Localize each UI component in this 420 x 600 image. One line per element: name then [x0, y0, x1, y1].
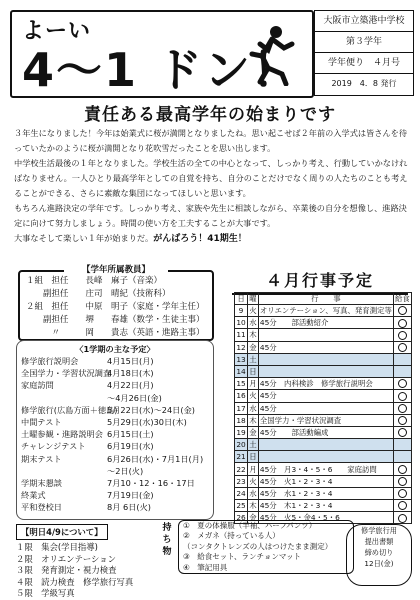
- intro-paragraph: [14, 231, 410, 247]
- calendar-event: [258, 365, 393, 377]
- lunch-circle-icon: [398, 404, 407, 413]
- header-day: 日: [235, 293, 248, 305]
- tomorrow-row: ４限 読力検査 修学旅行写真: [16, 576, 134, 587]
- lunch-circle-icon: [398, 319, 407, 328]
- calendar-row: [235, 317, 412, 329]
- schedule-item: [17, 477, 213, 489]
- belongings-label: 持ち物: [162, 523, 172, 557]
- lunch-circle-icon: [398, 306, 407, 315]
- calendar-weekday: 金: [249, 342, 257, 352]
- calendar-weekday: 火: [249, 306, 257, 316]
- note-line: 提出書類: [364, 537, 394, 546]
- calendar-lunch: [393, 439, 411, 451]
- schedule-item: [17, 379, 213, 391]
- issue-info-box: [314, 10, 414, 96]
- calendar-event: 45分: [258, 390, 393, 402]
- intro-paragraph-end: 大事なそして楽しい１年が始まりだ。: [14, 233, 154, 243]
- calendar-event: オリエンテーション、写真、発育測定等: [259, 306, 392, 316]
- calendar-weekday: 水: [249, 318, 257, 328]
- calendar-event: 45分 月3・4・5・6 家庭訪問: [258, 463, 393, 475]
- lunch-circle-icon: [398, 416, 407, 425]
- calendar-weekday: 土: [249, 440, 257, 450]
- staff-row: ２組 担任 中原 明子（家庭・学年主任）: [26, 302, 205, 312]
- school-name: 大阪市立築港中学校: [323, 16, 405, 26]
- calendar-weekday: 木: [249, 330, 257, 340]
- belongings-row: ④ 筆記用具: [183, 562, 228, 572]
- grade-label: 第３学年: [315, 31, 413, 52]
- calendar-lunch: [393, 500, 411, 512]
- calendar-row: [235, 402, 412, 414]
- calendar-lunch: [393, 341, 411, 353]
- calendar-day: 18: [236, 415, 246, 425]
- calendar-weekday: 金: [249, 513, 257, 523]
- calendar-lunch: [393, 512, 411, 524]
- lunch-circle-icon: [398, 501, 407, 510]
- staff-row: 〃 岡 貴志（英語・進路主事）: [26, 328, 205, 338]
- tomorrow-row: ２限 オリエンテーション: [16, 553, 116, 564]
- calendar-weekday: 日: [249, 367, 257, 377]
- schedule-item-name: [21, 392, 107, 404]
- calendar-event: [258, 439, 393, 451]
- belongings-row: ① 夏の体操服（半袖、ハーフパンツ）: [183, 521, 317, 530]
- calendar-row: [235, 329, 412, 341]
- schedule-item-name: チャレンジテスト: [21, 441, 86, 452]
- schedule-item-date: 5月22日(水)〜24日(金): [107, 404, 195, 415]
- calendar-day: 22: [236, 464, 246, 474]
- schedule-item-name: 学期末懇談: [21, 477, 62, 488]
- schedule-item: [17, 367, 213, 379]
- calendar-header-row: [235, 293, 412, 305]
- calendar-row: [235, 463, 412, 475]
- calendar-lunch: [393, 426, 411, 438]
- lunch-circle-icon: [398, 514, 407, 523]
- calendar-event: 45分 水1・2・3・4: [258, 487, 393, 499]
- calendar-lunch: [393, 305, 411, 317]
- calendar-event: 全国学力・学習状況調査: [258, 414, 393, 426]
- tomorrow-row: ５限 学級写真: [16, 588, 75, 598]
- schedule-item-date: 4月15日(月): [107, 356, 154, 366]
- calendar-event: 45分 部活動紹介: [258, 317, 393, 329]
- calendar-weekday: 月: [249, 464, 257, 474]
- schedule-item-name: 土曜参観・進路説明会: [21, 429, 103, 440]
- calendar-day: 23: [236, 476, 246, 486]
- april-calendar: [234, 292, 412, 524]
- calendar-row: [235, 353, 412, 365]
- schedule-item-name: 中間テスト: [21, 416, 62, 427]
- schedule-item-date: 4月18日(木): [107, 368, 154, 379]
- calendar-lunch: [393, 390, 411, 402]
- calendar-lunch: [393, 463, 411, 475]
- lunch-circle-icon: [398, 477, 407, 486]
- calendar-row: [235, 390, 412, 402]
- schedule-item-name: 平和登校日: [21, 502, 62, 513]
- schedule-item-name: [21, 465, 107, 477]
- calendar-day: 21: [236, 452, 246, 462]
- intro-text: [14, 126, 410, 247]
- lunch-circle-icon: [398, 489, 407, 498]
- intro-paragraph: 中学校生活最後の１年となりました。学校生活の全ての中心となって、しっかり考え、行動していかなければなりません。一人ひとり最高学年としての自覚を持ち、自分のことだけでなく周りの人たちのことも考えることができる、さらに素敵な集団になってほしいと思います。: [14, 158, 408, 198]
- lunch-circle-icon: [398, 379, 407, 388]
- schedule-item-date: 8月 6日(火): [107, 502, 151, 513]
- schedule-item-date: 〜2日(火): [107, 465, 144, 476]
- calendar-weekday: 木: [249, 415, 257, 425]
- calendar-row: [235, 451, 412, 463]
- schedule-item: [17, 355, 213, 367]
- belongings-box: [178, 520, 354, 574]
- calendar-row: [235, 475, 412, 487]
- calendar-lunch: [393, 487, 411, 499]
- calendar-weekday: 火: [249, 391, 257, 401]
- calendar-lunch: [393, 317, 411, 329]
- calendar-event: [258, 451, 393, 463]
- schedule-item-name: 期末テスト: [21, 453, 62, 464]
- calendar-lunch: [393, 329, 411, 341]
- calendar-event: [258, 329, 393, 341]
- deadline-note: [346, 524, 412, 586]
- calendar-title: ４月行事予定: [232, 268, 408, 295]
- calendar-lunch: [393, 365, 411, 377]
- calendar-lunch: [393, 353, 411, 365]
- tomorrow-heading: 【明日4/9について】: [16, 524, 108, 540]
- tomorrow-row: ３限 発育測定・視力検査: [16, 565, 117, 575]
- schedule-item-date: 〜4月26日(金): [107, 392, 162, 403]
- schedule-item: [17, 440, 213, 452]
- belongings-row: （コンタクトレンズの人はつけたまま測定）: [183, 541, 333, 551]
- calendar-weekday: 月: [249, 379, 257, 389]
- calendar-row: [235, 426, 412, 438]
- calendar-day: 24: [236, 488, 246, 498]
- calendar-weekday: 土: [249, 354, 257, 364]
- runner-icon: [238, 24, 298, 86]
- calendar-event: 45分 部活動編成: [258, 426, 393, 438]
- calendar-event: 45分: [258, 402, 393, 414]
- calendar-row: [235, 378, 412, 390]
- schedule-item: [17, 501, 213, 513]
- calendar-lunch: [393, 475, 411, 487]
- term-schedule-box: [16, 340, 214, 520]
- header-lunch: 給食: [395, 294, 410, 303]
- note-line: 修学旅行用: [361, 526, 397, 535]
- belongings-row: ③ 給食セット、ランチョンマット: [183, 552, 302, 562]
- schedule-item-name: 全国学力・学習状況調査: [21, 368, 112, 379]
- issue-label: 学年便り ４月号: [315, 52, 413, 73]
- schedule-item-date: 5月29日(水)30日(木): [107, 416, 187, 427]
- schedule-item-date: 7月19日(金): [107, 490, 154, 501]
- calendar-lunch: [393, 414, 411, 426]
- calendar-row: [235, 487, 412, 499]
- staff-box: [18, 265, 214, 341]
- calendar-weekday: 日: [249, 452, 257, 462]
- calendar-day: 12: [236, 342, 246, 352]
- calendar-day: 10: [236, 318, 246, 328]
- calendar-weekday: 水: [249, 488, 257, 498]
- calendar-day: 16: [236, 391, 246, 401]
- calendar-day: 9: [235, 305, 248, 317]
- calendar-row: [235, 365, 412, 377]
- banner-main-text: 4〜1 ドン！: [22, 43, 301, 97]
- schedule-item: [17, 428, 213, 440]
- calendar-day: 15: [236, 379, 246, 389]
- schedule-item-date: 6月19日(水): [107, 441, 154, 452]
- calendar-event: 45分: [258, 341, 393, 353]
- calendar-event: 45分 木1・2・3・4: [258, 500, 393, 512]
- calendar-lunch: [393, 451, 411, 463]
- calendar-event: [258, 353, 393, 365]
- note-line: 12日(金): [364, 559, 394, 568]
- staff-row: １組 担任 長峰 麻子（音楽）: [26, 276, 163, 286]
- tomorrow-row: １限 集会(学目指導): [16, 542, 98, 552]
- schedule-item-date: 4月22日(月): [107, 380, 154, 391]
- tomorrow-box: [16, 524, 154, 600]
- calendar-row: [235, 439, 412, 451]
- calendar-weekday: 水: [249, 403, 257, 413]
- calendar-event: 45分 火5・金4・5・6: [258, 512, 393, 524]
- calendar-day: 17: [236, 403, 246, 413]
- issue-date: 2019 4．8 発行: [315, 73, 413, 94]
- lunch-circle-icon: [398, 392, 407, 401]
- calendar-row: [235, 414, 412, 426]
- belongings-row: ② メガネ（持っている人）: [183, 531, 280, 541]
- lunch-circle-icon: [398, 331, 407, 340]
- page-title: 責任ある最高学年の始まりです: [84, 105, 336, 125]
- schedule-item-date: 6月15日(土): [107, 429, 154, 440]
- cheer-text: がんばろう！41期生！: [153, 234, 247, 244]
- calendar-lunch: [393, 378, 411, 390]
- calendar-weekday: 火: [249, 476, 257, 486]
- schedule-item: [17, 465, 213, 477]
- staff-row: 副担任 庄司 晴紀（技術科）: [26, 289, 171, 299]
- calendar-day: 14: [236, 367, 246, 377]
- calendar-day: 26: [236, 513, 246, 523]
- schedule-item-name: 修学旅行(広島方面＋徳島): [21, 404, 118, 415]
- schedule-item-name: 修学旅行説明会: [21, 356, 79, 366]
- lunch-circle-icon: [398, 343, 407, 352]
- schedule-item: [17, 489, 213, 501]
- calendar-row: [235, 341, 412, 353]
- calendar-lunch: [393, 402, 411, 414]
- staff-heading: 【学年所属教員】: [64, 263, 168, 275]
- schedule-item: [17, 416, 213, 428]
- note-line: 締め切り: [364, 548, 394, 557]
- intro-paragraph: もちろん進路決定の学年です。しっかり考え、家族や先生に相談しながら、卒業後の自分を想像し、進路決定に向けて努力しましょう。時間の使い方を工夫することが大事です。: [14, 203, 407, 228]
- schedule-item-date: 6月26日(水)・7月1日(月): [107, 453, 204, 464]
- lunch-circle-icon: [398, 465, 407, 474]
- lunch-circle-icon: [398, 428, 407, 437]
- schedule-item: [17, 392, 213, 404]
- banner-top-text: よーい: [22, 19, 92, 44]
- schedule-item-date: 7月10・12・16・17日: [107, 477, 195, 488]
- schedule-item-name: 家庭訪問: [21, 380, 54, 391]
- calendar-event: 45分 内科検診 修学旅行説明会: [258, 378, 393, 390]
- calendar-row: [235, 500, 412, 512]
- calendar-day: 13: [236, 354, 246, 364]
- intro-paragraph: ３年生になりました！今年は始業式に桜が満開となりましたね。思い起こせば２年前の入学式は皆さんを待っていたかのように桜が満開となり花吹雪だったことを思い出します。: [14, 128, 408, 153]
- schedule-heading: 〈1学期の主な予定〉: [75, 344, 155, 354]
- calendar-row: [235, 305, 412, 317]
- schedule-item: [17, 404, 213, 416]
- schedule-item: [17, 453, 213, 465]
- calendar-weekday: 木: [249, 501, 257, 511]
- header-event: 行 事: [258, 293, 393, 305]
- schedule-item-name: 終業式: [21, 490, 46, 501]
- calendar-day: 25: [236, 501, 246, 511]
- calendar-weekday: 金: [249, 427, 257, 437]
- calendar-day: 20: [236, 440, 246, 450]
- calendar-day: 11: [236, 330, 246, 340]
- header-weekday: 曜: [249, 294, 257, 303]
- calendar-day: 19: [236, 427, 246, 437]
- calendar-event: 45分 火1・2・3・4: [258, 475, 393, 487]
- staff-row: 副担任 堺 春雄（数学・生徒主事）: [26, 315, 205, 325]
